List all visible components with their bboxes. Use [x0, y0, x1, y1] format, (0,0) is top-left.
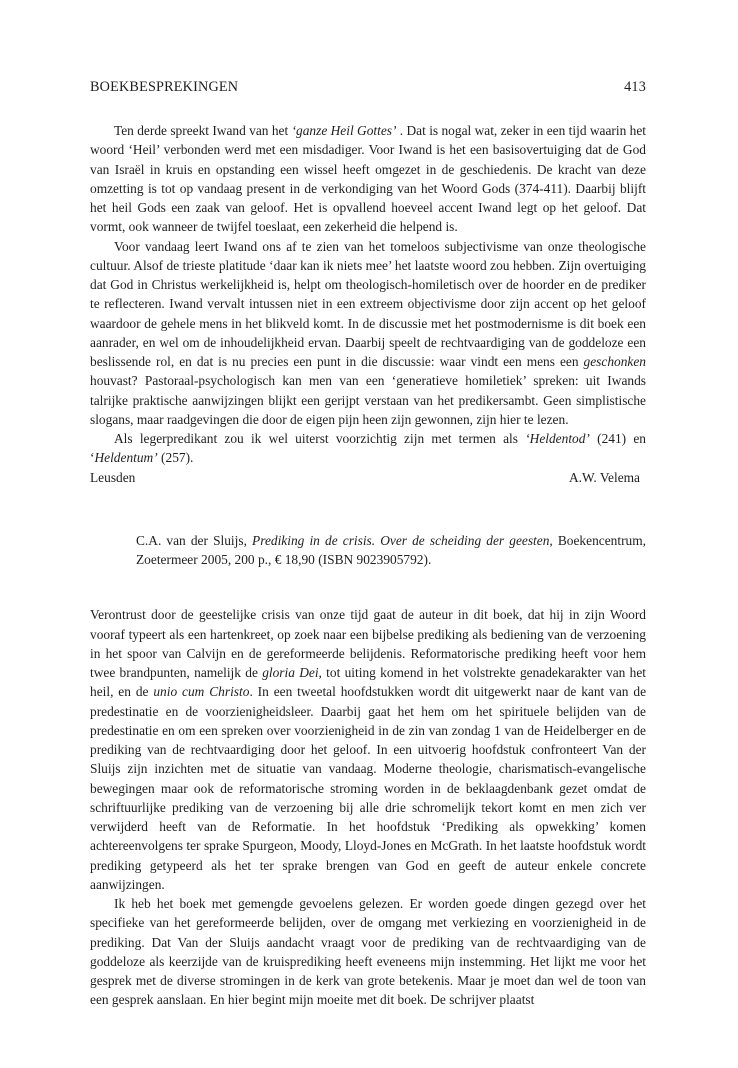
review1-paragraph-3: Als legerpredikant zou ik wel uiterst voorzichtig zijn met termen als ‘Heldentod’ (241) en ‘Heldentum’ (257). — [90, 431, 646, 466]
review1-signature — [90, 468, 646, 487]
section-title: BOEKBESPREKINGEN — [90, 79, 239, 95]
review1-paragraph-2: Voor vandaag leert Iwand ons af te zien van het tomeloos subjectivisme van onze theologische cultuur. Alsof de trieste platitude ‘daar kan ik niets mee’ het laatste woord zou hebben. Zijn overtuiging dat God in Christus werkelijkheid is, helpt om theologisch-homiletisch over de hoorder en de prediker te reflecteren. Iwand vervalt intussen niet in een extreem objectivisme door zijn accent op het geloof waardoor de gehele mens in het blikveld komt. In de discussie met het postmodernisme is dit boek een aanrader, en wel om de inhoudelijkheid ervan. Daarbij speelt de rechtvaardiging van de goddeloze een beslissende rol, en dat is nu precies een punt in die discussie: waar vindt een mens een geschonken houvast? Pastoraal-psychologisch kan men van een ‘generatieve homiletiek’ spreken: uit Iwands talrijke praktische aanwijzingen blijkt een gerijpt verstaan van het predikersambt. Geen simplistische slogans, maar raadgevingen die door de eigen pijn heen zijn gewonnen, zijn hier te lezen. — [90, 238, 646, 427]
reviewer-name: A.W. Velema — [568, 469, 640, 485]
book-author: C.A. van der Sluijs, — [136, 532, 253, 548]
review2-paragraph-2: Ik heb het boek met gemengde gevoelens gelezen. Er worden goede dingen gezegd over het specifieke van het gereformeerde belijden, over de omgang met verkiezing en voorzienigheid in de prediking. Dat Van der Sluijs aandacht vraagt voor de prediking van de rechtvaardiging van de goddeloze als keerzijde van de kruisprediking heeft eveneens mijn instemming. Het lijkt me voor het gesprek met de diverse stromingen in de kerk van grote betekenis. Maar je moet dan wel de toon van een gesprek aanslaan. En hier begint mijn moeite met dit boek. De schrijver plaatst — [90, 896, 646, 1008]
page-number: 413 — [624, 79, 646, 95]
page — [90, 77, 646, 1010]
book-citation — [90, 531, 646, 570]
book-details: Boekencentrum, Zoetermeer 2005, 200 p., € 18,90 (ISBN 9023905792). — [136, 532, 646, 567]
review2-paragraph-1: Verontrust door de geestelijke crisis van onze tijd gaat de auteur in dit boek, dat hij in zijn Woord vooraf typeert als een hartenkreet, op zoek naar een bijbelse prediking als bediening van de verzoening in het spoor van Calvijn en de gereformeerde belijdenis. Reformatorische prediking heeft voor hem twee brandpunten, namelijk de gloria Dei, tot uiting komend in het volstrekte genadekarakter van het heil, en de unio cum Christo. In een tweetal hoofdstukken wordt dit uitgewerkt naar de kant van de predestinatie en de voorzienigheidsleer. Daarbij gaat het hem om het spirituele belijden van de predestinatie en om een spreken over voorzienigheid in de zin van zondag 1 van de Heidelberger en de prediking van de rechtvaardiging door het geloof. In een uitvoerig hoofdstuk confronteert Van der Sluijs zijn inzichten met de situatie van vandaag. Moderne theologie, charismatisch-evangelische bewegingen maar ook de reformatorische stroming worden in de beklaagdenbank gezet omdat de schriftuurlijke prediking van de verzoening bij alle drie schromelijk tekort komt en men zich ver verwijderd heeft van de Reformatie. In het hoofdstuk ‘Prediking als opwekking’ komen achtereenvolgens ter sprake Spurgeon, Moody, Lloyd-Jones en McGrath. In het laatste hoofdstuk wordt prediking getypeerd als het ter sprake brengen van God en geeft de auteur enkele concrete aanwijzingen. — [90, 607, 647, 892]
review-place: Leusden — [90, 469, 136, 485]
book-title: Prediking in de crisis. Over de scheiding der geesten, — [252, 532, 553, 548]
review1-paragraph-1: Ten derde spreekt Iwand van het ‘ganze Heil Gottes’ . Dat is nogal wat, zeker in een tijd waarin het woord ‘Heil’ verbonden werd met een misdadiger. Voor Iwand is het een basisovertuiging dat de God van Israël in kruis en opstanding een wissel heeft omgezet in de geschiedenis. De kracht van deze omzetting is tot op vandaag present in de verkondiging van het Woord Gods (374-411). Daarbij blijft het heil Gods een zaak van geloof. Het is opvallend hoeveel accent Iwand legt op het geloof. Dat vormt, ook wanneer de twijfel toeslaat, een zekerheid die helpend is. — [90, 123, 647, 235]
running-header — [90, 77, 646, 97]
